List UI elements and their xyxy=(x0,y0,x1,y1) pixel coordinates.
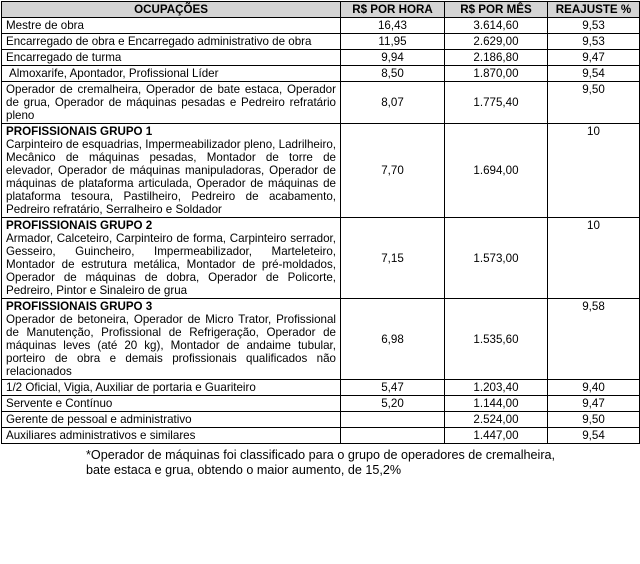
table-row xyxy=(2,396,640,412)
occupation-cell: Encarregado de obra e Encarregado administrativo de obra xyxy=(2,34,341,50)
raise-cell: 9,50 xyxy=(548,412,640,428)
hourly-cell: 6,98 xyxy=(341,299,445,380)
occupation-cell: Encarregado de turma xyxy=(2,50,341,66)
group-occupations: Operador de betoneira, Operador de Micro Trator, Profissional de Manutenção, Profissional de Refrigeração, Operador de máquinas leves (até 20 kg), Montador de andaime tubular, porteiro de obra e demais profissionais qualificados não relacionados xyxy=(6,313,336,378)
occupation-cell: Mestre de obra xyxy=(2,18,341,34)
table-row xyxy=(2,412,640,428)
occupation-cell: Almoxarife, Apontador, Profissional Líder xyxy=(2,66,341,82)
monthly-cell: 1.203,40 xyxy=(445,380,548,396)
occupation-cell: Operador de cremalheira, Operador de bate estaca, Operador de grua, Operador de máquinas pesadas e Pedreiro refratário pleno xyxy=(2,82,341,124)
raise-cell: 9,53 xyxy=(548,18,640,34)
hourly-cell: 7,70 xyxy=(341,124,445,218)
hourly-cell xyxy=(341,428,445,444)
group-occupations: Carpinteiro de esquadrias, Impermeabilizador pleno, Ladrilheiro, Mecânico de máquinas pesadas, Montador de torre de elevador, Operador de máquinas manipuladoras, Operador de máquinas de plataforma articulada, Operador de máquinas de plataforma tesoura, Pastilheiro, Pedreiro de acabamento, Pedreiro refratário, Serralheiro e Soldador xyxy=(6,138,336,216)
hourly-cell: 5,20 xyxy=(341,396,445,412)
hourly-cell: 8,07 xyxy=(341,82,445,124)
wage-table xyxy=(1,1,640,444)
raise-cell: 10 xyxy=(548,124,640,218)
monthly-cell: 1.144,00 xyxy=(445,396,548,412)
hourly-cell: 8,50 xyxy=(341,66,445,82)
group-title: PROFISSIONAIS GRUPO 2 xyxy=(6,219,153,232)
hourly-cell: 5,47 xyxy=(341,380,445,396)
raise-cell: 9,47 xyxy=(548,396,640,412)
header-monthly: R$ POR MÊS xyxy=(445,2,548,18)
table-row xyxy=(2,428,640,444)
occupation-cell: Auxiliares administrativos e similares xyxy=(2,428,341,444)
raise-cell: 9,58 xyxy=(548,299,640,380)
raise-cell: 9,53 xyxy=(548,34,640,50)
monthly-cell: 3.614,60 xyxy=(445,18,548,34)
header-hourly: R$ POR HORA xyxy=(341,2,445,18)
table-row xyxy=(2,124,640,218)
raise-cell: 9,54 xyxy=(548,428,640,444)
table-row xyxy=(2,380,640,396)
header-raise: REAJUSTE % xyxy=(548,2,640,18)
hourly-cell: 9,94 xyxy=(341,50,445,66)
raise-cell: 9,54 xyxy=(548,66,640,82)
hourly-cell xyxy=(341,412,445,428)
occupation-cell xyxy=(2,218,341,299)
monthly-cell: 1.447,00 xyxy=(445,428,548,444)
table-row xyxy=(2,218,640,299)
table-row xyxy=(2,50,640,66)
table-row xyxy=(2,34,640,50)
group-occupations: Armador, Calceteiro, Carpinteiro de forma, Carpinteiro serrador, Gesseiro, Guincheiro, Impermeabilizador, Marteleteiro, Montador de estrutura metálica, Montador de pré-moldados, Operador de máquinas de dobra, Operador de Policorte, Pedreiro, Pintor e Sinaleiro de grua xyxy=(6,232,336,297)
raise-cell: 9,50 xyxy=(548,82,640,124)
monthly-cell: 1.870,00 xyxy=(445,66,548,82)
raise-cell: 10 xyxy=(548,218,640,299)
group-title: PROFISSIONAIS GRUPO 3 xyxy=(6,300,153,313)
table-row xyxy=(2,66,640,82)
monthly-cell: 2.524,00 xyxy=(445,412,548,428)
table-row xyxy=(2,18,640,34)
hourly-cell: 7,15 xyxy=(341,218,445,299)
monthly-cell: 2.629,00 xyxy=(445,34,548,50)
occupation-cell xyxy=(2,299,341,380)
table-row xyxy=(2,299,640,380)
footnote: *Operador de máquinas foi classificado para o grupo de operadores de cremalheira, bate estaca e grua, obtendo o maior aumento, de 15,2% xyxy=(86,448,556,477)
occupation-cell: Servente e Contínuo xyxy=(2,396,341,412)
monthly-cell: 1.573,00 xyxy=(445,218,548,299)
monthly-cell: 2.186,80 xyxy=(445,50,548,66)
group-title: PROFISSIONAIS GRUPO 1 xyxy=(6,125,153,138)
monthly-cell: 1.775,40 xyxy=(445,82,548,124)
hourly-cell: 16,43 xyxy=(341,18,445,34)
header-occupations: OCUPAÇÕES xyxy=(2,2,341,18)
monthly-cell: 1.535,60 xyxy=(445,299,548,380)
occupation-cell: Gerente de pessoal e administrativo xyxy=(2,412,341,428)
monthly-cell: 1.694,00 xyxy=(445,124,548,218)
occupation-cell: 1/2 Oficial, Vigia, Auxiliar de portaria e Guariteiro xyxy=(2,380,341,396)
hourly-cell: 11,95 xyxy=(341,34,445,50)
table-row xyxy=(2,82,640,124)
occupation-cell xyxy=(2,124,341,218)
header-row xyxy=(2,2,640,18)
raise-cell: 9,47 xyxy=(548,50,640,66)
raise-cell: 9,40 xyxy=(548,380,640,396)
